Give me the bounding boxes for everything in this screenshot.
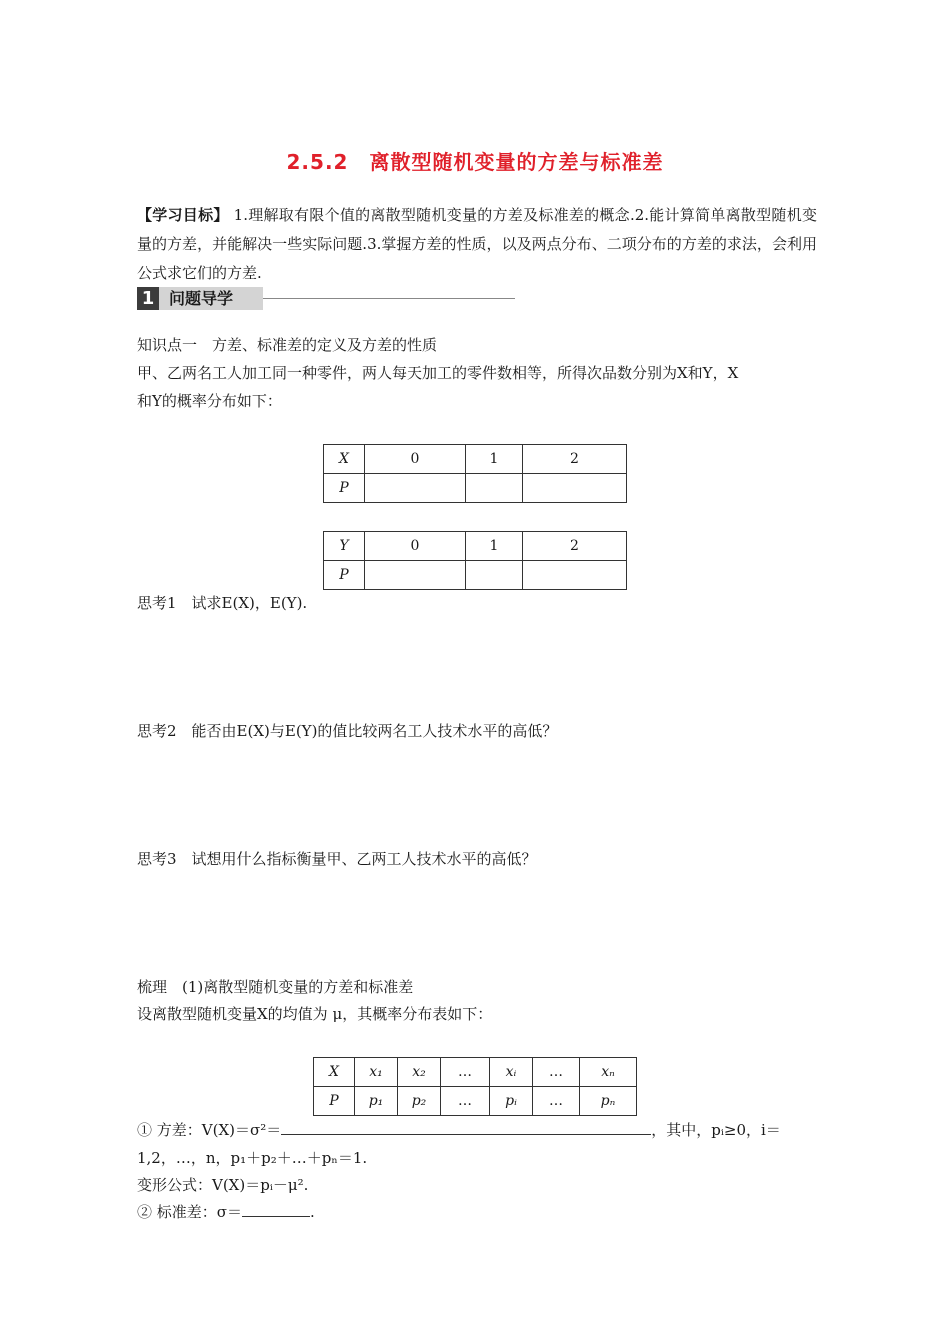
intro-line-2: 和Y的概率分布如下： bbox=[137, 392, 282, 410]
table-cell bbox=[466, 474, 523, 503]
table-cell: p₂ bbox=[398, 1087, 441, 1116]
table-cell bbox=[523, 474, 627, 503]
table-header-row bbox=[324, 445, 627, 474]
table-cell: pᵢ bbox=[490, 1087, 533, 1116]
stddev-prefix: ② 标准差：σ＝ bbox=[137, 1203, 243, 1221]
think-question-3: 思考3 试想用什么指标衡量甲、乙两工人技术水平的高低？ bbox=[137, 850, 537, 868]
stddev-suffix: . bbox=[310, 1203, 315, 1221]
intro-line-1: 甲、乙两名工人加工同一种零件，两人每天加工的零件数相等，所得次品数分别为X和Y，X bbox=[137, 364, 739, 382]
distribution-table-y bbox=[323, 531, 627, 590]
knowledge-point-heading: 知识点一 方差、标准差的定义及方差的性质 bbox=[137, 336, 438, 354]
table-cell: xₙ bbox=[580, 1058, 637, 1087]
table-cell: 1 bbox=[466, 532, 523, 561]
section-divider bbox=[263, 298, 515, 299]
summary-heading: 梳理 (1)离散型随机变量的方差和标准差 bbox=[137, 978, 414, 996]
learning-goals bbox=[137, 201, 817, 288]
table-cell: 1 bbox=[466, 445, 523, 474]
table-cell: X bbox=[314, 1058, 355, 1087]
table-cell bbox=[466, 561, 523, 590]
table-cell: x₁ bbox=[355, 1058, 398, 1087]
table-row bbox=[314, 1087, 637, 1116]
table-cell: X bbox=[324, 445, 365, 474]
table-row bbox=[324, 474, 627, 503]
stddev-blank[interactable] bbox=[242, 1202, 310, 1217]
setup-text: 设离散型随机变量X的均值为 μ，其概率分布表如下： bbox=[137, 1005, 493, 1023]
think-question-1: 思考1 试求E(X)，E(Y). bbox=[137, 594, 308, 612]
think-question-2: 思考2 能否由E(X)与E(Y)的值比较两名工人技术水平的高低？ bbox=[137, 722, 558, 740]
table-cell: 2 bbox=[523, 445, 627, 474]
variance-suffix: ，其中，pᵢ≥0，i＝ bbox=[651, 1121, 781, 1139]
table-cell: 2 bbox=[523, 532, 627, 561]
section-number: 1 bbox=[137, 287, 159, 310]
table-cell: 0 bbox=[365, 445, 466, 474]
table-header-row bbox=[324, 532, 627, 561]
table-row bbox=[324, 561, 627, 590]
table-cell: P bbox=[314, 1087, 355, 1116]
table-cell: … bbox=[441, 1058, 490, 1087]
section-label: 问题导学 bbox=[159, 287, 263, 310]
table-cell: Y bbox=[324, 532, 365, 561]
learning-goals-tag: 【学习目标】 bbox=[137, 206, 229, 224]
table-cell: … bbox=[533, 1087, 580, 1116]
table-cell bbox=[523, 561, 627, 590]
table-cell: p₁ bbox=[355, 1087, 398, 1116]
table-header-row bbox=[314, 1058, 637, 1087]
table-cell: … bbox=[441, 1087, 490, 1116]
learning-goals-text: 1.理解取有限个值的离散型随机变量的方差及标准差的概念.2.能计算简单离散型随机变量的方差，并能解决一些实际问题.3.掌握方差的性质，以及两点分布、二项分布的方差的求法，会利用公式求它们的方差. bbox=[137, 206, 817, 282]
distribution-table-x bbox=[323, 444, 627, 503]
table-cell: 0 bbox=[365, 532, 466, 561]
table-cell: P bbox=[324, 474, 365, 503]
table-cell: xᵢ bbox=[490, 1058, 533, 1087]
table-cell bbox=[365, 561, 466, 590]
stddev-line bbox=[137, 1201, 315, 1222]
variance-line bbox=[137, 1119, 781, 1140]
table-cell: pₙ bbox=[580, 1087, 637, 1116]
variance-prefix: ① 方差：V(X)＝σ²＝ bbox=[137, 1121, 282, 1139]
variance-blank[interactable] bbox=[281, 1120, 651, 1135]
transform-formula: 变形公式：V(X)＝pᵢ－μ². bbox=[137, 1176, 309, 1194]
page-title: 2.5.2 离散型随机变量的方差与标准差 bbox=[286, 150, 664, 174]
table-cell: … bbox=[533, 1058, 580, 1087]
table-cell: x₂ bbox=[398, 1058, 441, 1087]
table-cell: P bbox=[324, 561, 365, 590]
variance-continuation: 1,2，…，n，p₁＋p₂＋…＋pₙ＝1. bbox=[137, 1149, 368, 1167]
table-cell bbox=[365, 474, 466, 503]
general-distribution-table bbox=[313, 1057, 637, 1116]
